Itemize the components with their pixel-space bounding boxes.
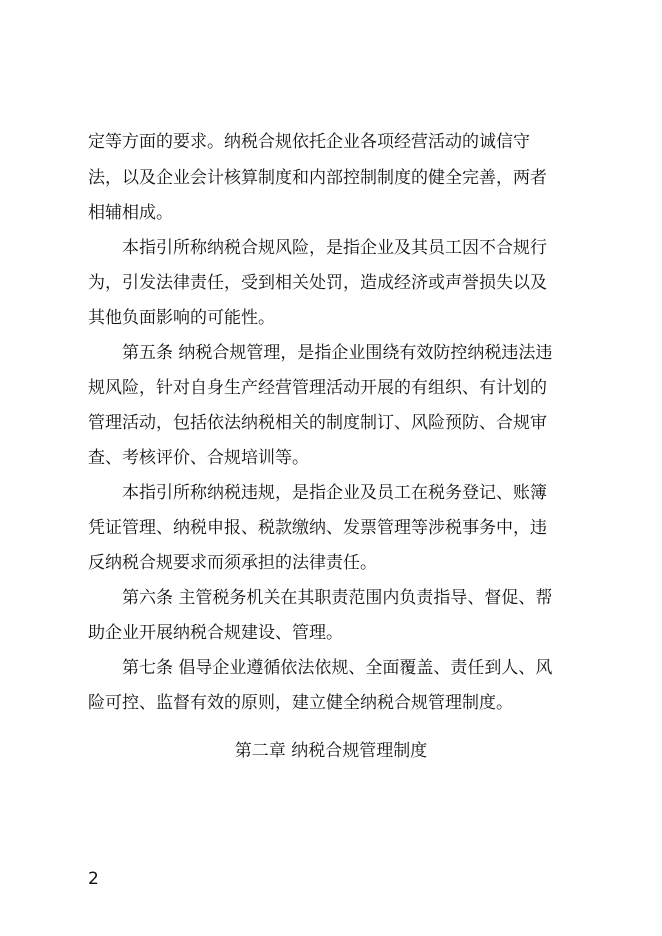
page-number: 2 bbox=[88, 869, 99, 889]
text-line-content: 第六条 主管税务机关在其职责范围内负责指导、督促、帮 bbox=[122, 588, 553, 608]
text-line-content: 相辅相成。 bbox=[88, 203, 173, 223]
text-line-content: 管理活动，包括依法纳税相关的制度制订、风险预防、合规审 bbox=[88, 413, 547, 433]
text-line-content: 查、考核评价、合规培训等。 bbox=[88, 448, 309, 468]
text-line-content: 第七条 倡导企业遵循依法依规、全面覆盖、责任到人、风 bbox=[122, 658, 553, 678]
text-line-content: 第五条 纳税合规管理，是指企业围绕有效防控纳税违法违 bbox=[122, 343, 553, 363]
text-line-content: 凭证管理、纳税申报、税款缴纳、发票管理等涉税事务中，违 bbox=[88, 518, 547, 538]
text-line-content: 定等方面的要求。纳税合规依托企业各项经营活动的诚信守 bbox=[88, 132, 530, 152]
text-line-content: 反纳税合规要求而须承担的法律责任。 bbox=[88, 553, 377, 573]
text-line-content: 法，以及企业会计核算制度和内部控制制度的健全完善，两者 bbox=[88, 168, 547, 188]
text-line-content: 规风险，针对自身生产经营管理活动开展的有组织、有计划的 bbox=[88, 378, 547, 398]
text-line-content: 助企业开展纳税合规建设、管理。 bbox=[88, 623, 343, 643]
chapter-heading: 第二章 纳税合规管理制度 bbox=[234, 741, 428, 761]
text-line-content: 险可控、监督有效的原则，建立健全纳税合规管理制度。 bbox=[88, 693, 513, 713]
text-line-content: 其他负面影响的可能性。 bbox=[88, 308, 275, 328]
text-line-content: 本指引所称纳税合规风险，是指企业及其员工因不合规行 bbox=[122, 238, 547, 258]
text-line-content: 本指引所称纳税违规，是指企业及员工在税务登记、账簿 bbox=[122, 483, 547, 503]
text-line-content: 为，引发法律责任，受到相关处罚，造成经济或声誉损失以及 bbox=[88, 273, 547, 293]
